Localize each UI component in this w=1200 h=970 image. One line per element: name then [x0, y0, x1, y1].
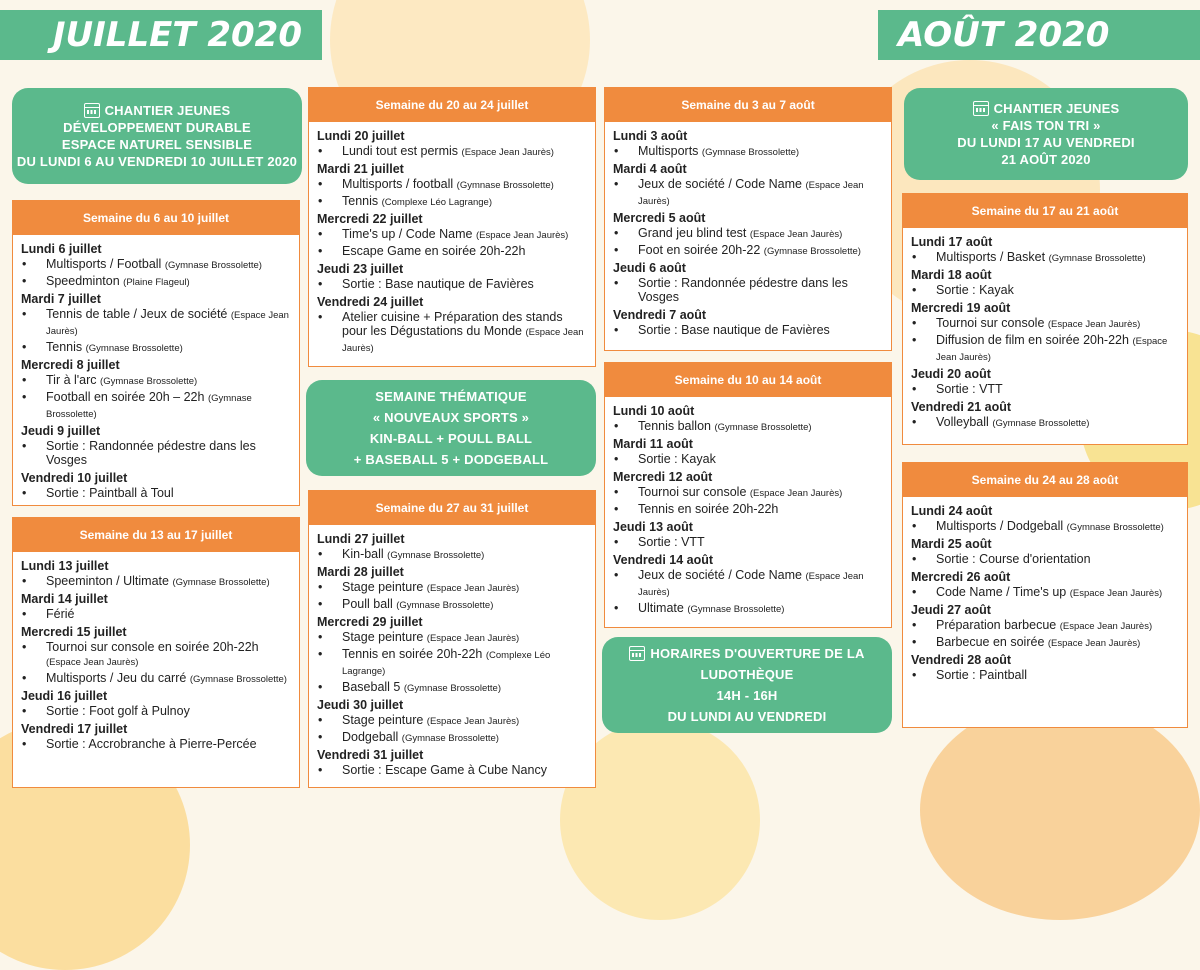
month-header-august: AOÛT 2020	[878, 10, 1200, 60]
week-title: Semaine du 27 au 31 juillet	[309, 491, 595, 525]
week-box-aug-10	[604, 362, 892, 628]
activity-text: Sortie : Kayak	[638, 452, 716, 466]
activity-location: (Gymnase Brossolette)	[403, 683, 502, 694]
activity-location: (Gymnase Brossolette)	[387, 550, 485, 561]
activity-text: Lundi tout est permis	[342, 144, 459, 158]
activity-text: Sortie : Escape Game à Cube Nancy	[342, 763, 547, 777]
day-label: Vendredi 17 juillet	[21, 722, 128, 736]
day-label: Lundi 27 juillet	[317, 532, 405, 546]
week-body	[903, 497, 1187, 684]
activity-text: Multisports / Jeu du carré	[46, 671, 187, 685]
day-label: Mercredi 22 juillet	[317, 212, 423, 226]
activity-item	[613, 452, 883, 468]
activity-location: (Gymnase Brossolette)	[401, 733, 499, 744]
activity-text: Multisports	[638, 144, 699, 158]
activity-text: Kin-ball	[342, 547, 384, 561]
activity-item	[317, 580, 587, 596]
week-title: Semaine du 20 au 24 juillet	[309, 88, 595, 122]
day-label: Vendredi 24 juillet	[317, 295, 424, 309]
activity-item	[21, 307, 291, 339]
day-label: Vendredi 21 août	[911, 400, 1012, 414]
week-box-aug-24	[902, 462, 1188, 728]
week-body	[605, 397, 891, 617]
week-box-jul-06	[12, 200, 300, 506]
week-box-jul-20	[308, 87, 596, 367]
day-label: Mardi 21 juillet	[317, 162, 404, 176]
activity-text: Grand jeu blind test	[638, 226, 747, 240]
activity-location: (Espace Jean Jaurès)	[342, 327, 584, 354]
activity-item	[911, 382, 1179, 398]
activity-item	[21, 257, 291, 273]
activity-text: Multisports / football	[342, 177, 454, 191]
activity-text: Time's up / Code Name	[342, 227, 473, 241]
day-label: Jeudi 23 juillet	[317, 262, 404, 276]
activity-location: (Espace Jean Jaurès)	[638, 571, 864, 598]
day-label: Mardi 4 août	[613, 162, 687, 176]
activity-location: (Espace Jean Jaurès)	[749, 229, 843, 240]
activity-text: Jeux de société / Code Name	[638, 177, 802, 191]
activity-text: Sortie : VTT	[936, 382, 1003, 396]
day-label: Mercredi 19 août	[911, 301, 1011, 315]
activity-item	[613, 502, 883, 518]
activity-location: (Espace Jean Jaurès)	[1047, 638, 1141, 649]
activity-item	[21, 607, 291, 623]
activity-text: Code Name / Time's up	[936, 585, 1067, 599]
activity-item	[21, 737, 291, 753]
day-label: Vendredi 31 juillet	[317, 748, 424, 762]
activity-item	[317, 713, 587, 729]
day-label: Lundi 3 août	[613, 129, 688, 143]
day-label: Jeudi 6 août	[613, 261, 686, 275]
activity-item	[21, 274, 291, 290]
activity-text: Sortie : VTT	[638, 535, 705, 549]
activity-location: (Gymnase Brossolette)	[714, 422, 812, 433]
activity-location: (Espace Jean Jaurès)	[1059, 621, 1153, 632]
week-body	[13, 235, 299, 502]
day-label: Lundi 24 août	[911, 504, 993, 518]
activity-text: Ultimate	[638, 601, 684, 615]
day-label: Mercredi 29 juillet	[317, 615, 423, 629]
activity-location: (Gymnase Brossolette)	[1066, 522, 1164, 533]
activity-item	[317, 144, 587, 160]
activity-item	[317, 194, 587, 210]
activity-location: (Gymnase Brossolette)	[456, 180, 554, 191]
activity-text: Férié	[46, 607, 75, 621]
activity-text: Sortie : Kayak	[936, 283, 1014, 297]
chantier-july-box: CHANTIER JEUNES DÉVELOPPEMENT DURABLE ESPACE NATUREL SENSIBLE DU LUNDI 6 AU VENDREDI 10 JUILLET 2020	[12, 88, 302, 184]
activity-text: Diffusion de film en soirée 20h-22h	[936, 333, 1129, 347]
activity-item	[613, 276, 883, 306]
activity-item	[21, 574, 291, 590]
activity-location: (Gymnase Brossolette)	[763, 246, 861, 257]
day-label: Mardi 28 juillet	[317, 565, 404, 579]
activity-item	[317, 647, 587, 679]
activity-item	[613, 243, 883, 259]
day-label: Lundi 10 août	[613, 404, 695, 418]
week-body	[13, 552, 299, 753]
day-label: Vendredi 10 juillet	[21, 471, 128, 485]
activity-text: Tir à l'arc	[46, 373, 97, 387]
activity-item	[911, 552, 1179, 568]
week-box-aug-17	[902, 193, 1188, 445]
activity-text: Foot en soirée 20h-22	[638, 243, 761, 257]
week-title: Semaine du 13 au 17 juillet	[13, 518, 299, 552]
activity-location: (Espace Jean Jaurès)	[46, 310, 289, 337]
activity-text: Tournoi sur console	[936, 316, 1045, 330]
activity-item	[21, 390, 291, 422]
activity-item	[911, 283, 1179, 299]
calendar-icon	[973, 101, 989, 116]
calendar-icon	[629, 646, 645, 661]
day-label: Mardi 7 juillet	[21, 292, 101, 306]
activity-text: Sortie : Randonnée pédestre dans les Vosges	[46, 439, 256, 467]
activity-item	[21, 340, 291, 356]
activity-text: Atelier cuisine + Préparation des stands pour les Dégustations du Monde	[342, 310, 563, 338]
activity-text: Stage peinture	[342, 630, 424, 644]
activity-text: Barbecue en soirée	[936, 635, 1045, 649]
activity-item	[21, 486, 291, 502]
activity-item	[317, 630, 587, 646]
activity-text: Baseball 5	[342, 680, 401, 694]
day-label: Mercredi 5 août	[613, 211, 706, 225]
activity-location: (Gymnase Brossolette)	[100, 376, 198, 387]
week-box-jul-13	[12, 517, 300, 788]
week-title: Semaine du 6 au 10 juillet	[13, 201, 299, 235]
activity-text: Tennis en soirée 20h-22h	[638, 502, 779, 516]
activity-item	[911, 635, 1179, 651]
calendar-icon	[84, 103, 100, 118]
activity-item	[21, 439, 291, 469]
activity-location: (Espace Jean Jaurès)	[46, 657, 139, 668]
activity-item	[613, 535, 883, 551]
activity-text: Tennis en soirée 20h-22h	[342, 647, 483, 661]
week-body	[903, 228, 1187, 431]
activity-item	[317, 244, 587, 260]
week-box-jul-27	[308, 490, 596, 788]
activity-location: (Espace Jean Jaurès)	[426, 633, 520, 644]
day-label: Vendredi 14 août	[613, 553, 714, 567]
activity-text: Dodgeball	[342, 730, 399, 744]
day-label: Jeudi 9 juillet	[21, 424, 101, 438]
activity-text: Tournoi sur console en soirée 20h-22h	[46, 640, 259, 654]
day-label: Lundi 6 juillet	[21, 242, 102, 256]
activity-item	[613, 568, 883, 600]
activity-text: Sortie : Base nautique de Favières	[638, 323, 830, 337]
activity-location: (Gymnase Brossolette)	[164, 260, 262, 271]
week-body	[605, 122, 891, 339]
activity-text: Escape Game en soirée 20h-22h	[342, 244, 526, 258]
activity-location: (Espace Jean Jaurès)	[461, 147, 554, 158]
activity-item	[613, 323, 883, 339]
activity-location: (Gymnase Brossolette)	[85, 343, 183, 354]
day-label: Mercredi 12 août	[613, 470, 713, 484]
activity-text: Jeux de société / Code Name	[638, 568, 802, 582]
activity-item	[317, 547, 587, 563]
activity-item	[911, 333, 1179, 365]
day-label: Jeudi 16 juillet	[21, 689, 108, 703]
activity-item	[911, 415, 1179, 431]
activity-location: (Espace Jean Jaurès)	[638, 180, 864, 207]
activity-item	[613, 419, 883, 435]
activity-location: (Gymnase Brossolette)	[687, 604, 785, 615]
activity-item	[317, 227, 587, 243]
activity-item	[317, 763, 587, 779]
activity-item	[613, 485, 883, 501]
week-title: Semaine du 17 au 21 août	[903, 194, 1187, 228]
activity-location: (Plaine Flageul)	[123, 277, 190, 288]
activity-item	[613, 226, 883, 242]
activity-location: (Gymnase Brossolette)	[701, 147, 800, 158]
activity-location: (Gymnase Brossolette)	[396, 600, 494, 611]
activity-text: Tennis ballon	[638, 419, 711, 433]
day-label: Jeudi 30 juillet	[317, 698, 404, 712]
week-title: Semaine du 24 au 28 août	[903, 463, 1187, 497]
activity-text: Multisports / Dodgeball	[936, 519, 1064, 533]
activity-location: (Espace Jean Jaurès)	[1069, 588, 1163, 599]
day-label: Mardi 25 août	[911, 537, 992, 551]
activity-item	[317, 277, 587, 293]
day-label: Mercredi 8 juillet	[21, 358, 120, 372]
thematic-week-box: SEMAINE THÉMATIQUE « NOUVEAUX SPORTS » KIN-BALL + POULL BALL + BASEBALL 5 + DODGEBALL	[306, 380, 596, 476]
opening-hours-box: HORAIRES D'OUVERTURE DE LA LUDOTHÈQUE 14H - 16H DU LUNDI AU VENDREDI	[602, 637, 892, 733]
chantier-august-box: CHANTIER JEUNES « FAIS TON TRI » DU LUNDI 17 AU VENDREDI 21 AOÛT 2020	[904, 88, 1188, 180]
day-label: Mardi 18 août	[911, 268, 992, 282]
background-decoration	[920, 700, 1200, 920]
activity-item	[911, 585, 1179, 601]
activity-text: Préparation barbecue	[936, 618, 1057, 632]
activity-text: Sortie : Base nautique de Favières	[342, 277, 534, 291]
activity-item	[911, 316, 1179, 332]
activity-item	[911, 519, 1179, 535]
activity-location: (Gymnase Brossolette)	[189, 674, 287, 685]
week-box-aug-03	[604, 87, 892, 351]
activity-item	[613, 144, 883, 160]
activity-location: (Espace Jean Jaurès)	[749, 488, 843, 499]
activity-item	[317, 730, 587, 746]
activity-item	[911, 668, 1179, 684]
day-label: Jeudi 13 août	[613, 520, 693, 534]
week-body	[309, 525, 595, 779]
day-label: Mardi 14 juillet	[21, 592, 108, 606]
activity-location: (Espace Jean Jaurès)	[426, 583, 520, 594]
activity-item	[911, 618, 1179, 634]
day-label: Mercredi 26 août	[911, 570, 1011, 584]
activity-location: (Gymnase Brossolette)	[1048, 253, 1146, 264]
activity-text: Sortie : Course d'orientation	[936, 552, 1091, 566]
activity-text: Volleyball	[936, 415, 989, 429]
activity-location: (Espace Jean Jaurès)	[426, 716, 520, 727]
activity-text: Stage peinture	[342, 713, 424, 727]
activity-item	[317, 177, 587, 193]
activity-text: Multisports / Football	[46, 257, 162, 271]
day-label: Lundi 20 juillet	[317, 129, 405, 143]
activity-location: (Gymnase Brossolette)	[992, 418, 1090, 429]
activity-item	[613, 601, 883, 617]
activity-text: Sortie : Randonnée pédestre dans les Vosges	[638, 276, 848, 304]
activity-text: Speeminton / Ultimate	[46, 574, 169, 588]
activity-text: Tennis de table / Jeux de société	[46, 307, 228, 321]
activity-location: (Espace Jean Jaurès)	[475, 230, 569, 241]
activity-text: Tennis	[342, 194, 379, 208]
activity-text: Sortie : Paintball à Toul	[46, 486, 174, 500]
activity-text: Sortie : Foot golf à Pulnoy	[46, 704, 190, 718]
day-label: Jeudi 20 août	[911, 367, 991, 381]
week-body	[309, 122, 595, 356]
activity-text: Tournoi sur console	[638, 485, 747, 499]
activity-item	[317, 310, 587, 356]
day-label: Lundi 17 août	[911, 235, 993, 249]
activity-text: Football en soirée 20h – 22h	[46, 390, 205, 404]
activity-location: (Complexe Léo Lagrange)	[342, 650, 551, 677]
day-label: Vendredi 28 août	[911, 653, 1012, 667]
activity-location: (Espace Jean Jaurès)	[936, 336, 1168, 363]
activity-text: Poull ball	[342, 597, 393, 611]
activity-text: Stage peinture	[342, 580, 424, 594]
day-label: Lundi 13 juillet	[21, 559, 109, 573]
activity-text: Speedminton	[46, 274, 120, 288]
activity-text: Sortie : Accrobranche à Pierre-Percée	[46, 737, 257, 751]
day-label: Vendredi 7 août	[613, 308, 707, 322]
activity-item	[317, 597, 587, 613]
activity-location: (Gymnase Brossolette)	[172, 577, 270, 588]
activity-item	[21, 640, 291, 670]
day-label: Mercredi 15 juillet	[21, 625, 127, 639]
activity-location: (Gymnase Brossolette)	[46, 393, 252, 420]
activity-location: (Complexe Léo Lagrange)	[381, 197, 492, 208]
month-header-july: JUILLET 2020	[0, 10, 322, 60]
activity-text: Multisports / Basket	[936, 250, 1046, 264]
activity-item	[21, 704, 291, 720]
activity-item	[911, 250, 1179, 266]
activity-text: Tennis	[46, 340, 83, 354]
activity-item	[21, 671, 291, 687]
activity-item	[21, 373, 291, 389]
day-label: Mardi 11 août	[613, 437, 693, 451]
activity-text: Sortie : Paintball	[936, 668, 1028, 682]
activity-location: (Espace Jean Jaurès)	[1047, 319, 1141, 330]
week-title: Semaine du 10 au 14 août	[605, 363, 891, 397]
day-label: Jeudi 27 août	[911, 603, 991, 617]
activity-item	[613, 177, 883, 209]
week-title: Semaine du 3 au 7 août	[605, 88, 891, 122]
activity-item	[317, 680, 587, 696]
